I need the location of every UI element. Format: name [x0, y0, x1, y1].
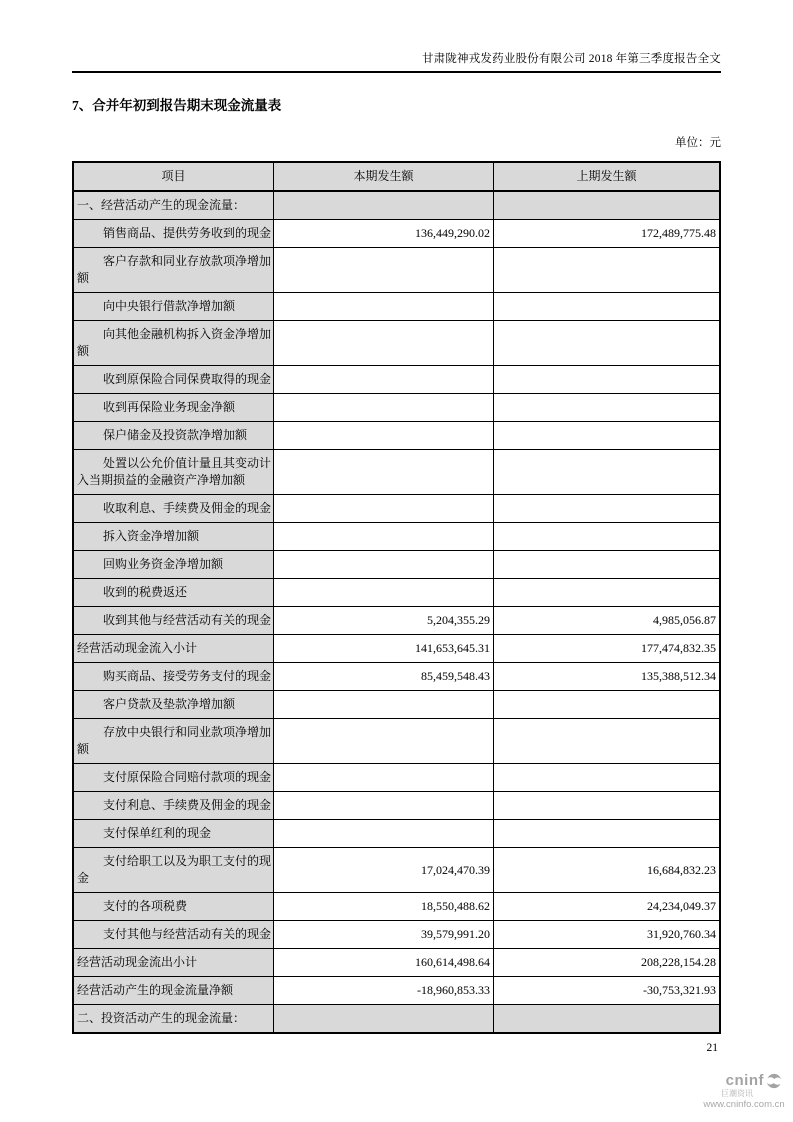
cashflow-table-body [73, 191, 720, 1033]
row-previous-value: 24,234,049.37 [494, 893, 720, 921]
row-previous-value: 172,489,775.48 [494, 220, 720, 248]
table-row [73, 719, 720, 764]
row-label: 二、投资活动产生的现金流量： [73, 1005, 274, 1034]
row-current-value [274, 691, 494, 719]
table-row [73, 191, 720, 220]
row-label: 经营活动产生的现金流量净额 [73, 977, 274, 1005]
row-label: 经营活动现金流出小计 [73, 949, 274, 977]
row-previous-value [494, 551, 720, 579]
row-current-value [274, 719, 494, 764]
row-current-value [274, 551, 494, 579]
row-previous-value: 31,920,760.34 [494, 921, 720, 949]
row-previous-value [494, 764, 720, 792]
row-previous-value [494, 450, 720, 495]
row-label: 向中央银行借款净增加额 [73, 293, 274, 321]
row-current-value [274, 366, 494, 394]
row-current-value [274, 450, 494, 495]
row-previous-value: 135,388,512.34 [494, 663, 720, 691]
row-label: 支付其他与经营活动有关的现金 [73, 921, 274, 949]
row-label: 处置以公允价值计量且其变动计入当期损益的金融资产净增加额 [73, 450, 274, 495]
row-label: 销售商品、提供劳务收到的现金 [73, 220, 274, 248]
row-previous-value [494, 523, 720, 551]
row-current-value: 136,449,290.02 [274, 220, 494, 248]
table-row [73, 663, 720, 691]
cashflow-table [72, 161, 721, 1034]
row-current-value: 18,550,488.62 [274, 893, 494, 921]
row-label: 支付利息、手续费及佣金的现金 [73, 792, 274, 820]
table-row [73, 248, 720, 293]
header-row [73, 162, 720, 191]
row-previous-value [494, 719, 720, 764]
table-row [73, 820, 720, 848]
table-row [73, 949, 720, 977]
row-current-value: 39,579,991.20 [274, 921, 494, 949]
row-label: 经营活动现金流入小计 [73, 635, 274, 663]
row-previous-value [494, 191, 720, 220]
row-label: 保户储金及投资款净增加额 [73, 422, 274, 450]
unit-label: 单位：元 [675, 137, 721, 149]
row-current-value [274, 191, 494, 220]
table-row [73, 321, 720, 366]
row-current-value: 141,653,645.31 [274, 635, 494, 663]
row-previous-value [494, 293, 720, 321]
table-row [73, 848, 720, 893]
table-row [73, 977, 720, 1005]
row-previous-value [494, 248, 720, 293]
cninfo-brand-text: cninf [725, 1072, 764, 1090]
table-row [73, 893, 720, 921]
row-current-value [274, 248, 494, 293]
row-previous-value [494, 792, 720, 820]
row-current-value [274, 495, 494, 523]
column-header-item: 项目 [73, 162, 274, 191]
row-label: 收到其他与经营活动有关的现金 [73, 607, 274, 635]
row-current-value [274, 579, 494, 607]
row-label: 回购业务资金净增加额 [73, 551, 274, 579]
row-current-value: 160,614,498.64 [274, 949, 494, 977]
row-previous-value [494, 422, 720, 450]
row-current-value [274, 293, 494, 321]
table-row [73, 422, 720, 450]
table-row [73, 450, 720, 495]
table-row [73, 691, 720, 719]
cninfo-url: www.cninfo.com.cn [703, 1099, 785, 1111]
row-current-value [274, 1005, 494, 1034]
row-current-value [274, 422, 494, 450]
column-header-current-period: 本期发生额 [274, 162, 494, 191]
row-previous-value: 177,474,832.35 [494, 635, 720, 663]
column-header-prior-period: 上期发生额 [494, 162, 720, 191]
table-row [73, 635, 720, 663]
table-row [73, 607, 720, 635]
table-row [73, 495, 720, 523]
page-number: 21 [706, 1042, 718, 1054]
table-row [73, 1005, 720, 1034]
row-previous-value [494, 394, 720, 422]
row-current-value: 5,204,355.29 [274, 607, 494, 635]
table-row [73, 921, 720, 949]
table-row [73, 764, 720, 792]
row-label: 支付原保险合同赔付款项的现金 [73, 764, 274, 792]
row-previous-value: 208,228,154.28 [494, 949, 720, 977]
row-label: 支付给职工以及为职工支付的现金 [73, 848, 274, 893]
row-label: 支付保单红利的现金 [73, 820, 274, 848]
row-label: 一、经营活动产生的现金流量： [73, 191, 274, 220]
cninfo-chinese-name: 巨潮资讯 [721, 1089, 753, 1098]
watermark-brand-row [699, 1072, 789, 1090]
table-row [73, 394, 720, 422]
row-label: 支付的各项税费 [73, 893, 274, 921]
row-previous-value [494, 495, 720, 523]
table-row [73, 366, 720, 394]
table-row [73, 523, 720, 551]
row-previous-value: 16,684,832.23 [494, 848, 720, 893]
row-previous-value: -30,753,321.93 [494, 977, 720, 1005]
row-label: 向其他金融机构拆入资金净增加额 [73, 321, 274, 366]
row-label: 收到的税费返还 [73, 579, 274, 607]
row-label: 客户贷款及垫款净增加额 [73, 691, 274, 719]
row-current-value: -18,960,853.33 [274, 977, 494, 1005]
page-title: 7、合并年初到报告期末现金流量表 [72, 98, 282, 113]
table-row [73, 220, 720, 248]
table-row [73, 551, 720, 579]
cashflow-table-header [73, 162, 720, 191]
row-current-value: 17,024,470.39 [274, 848, 494, 893]
cninfo-watermark [699, 1072, 789, 1110]
row-current-value [274, 764, 494, 792]
row-label: 客户存款和同业存放款项净增加额 [73, 248, 274, 293]
row-current-value [274, 792, 494, 820]
row-label: 收到再保险业务现金净额 [73, 394, 274, 422]
row-previous-value: 4,985,056.87 [494, 607, 720, 635]
cninfo-swirl-icon [765, 1072, 783, 1090]
row-current-value [274, 394, 494, 422]
row-label: 存放中央银行和同业款项净增加额 [73, 719, 274, 764]
row-label: 收取利息、手续费及佣金的现金 [73, 495, 274, 523]
row-current-value [274, 523, 494, 551]
row-previous-value [494, 579, 720, 607]
table-row [73, 579, 720, 607]
row-previous-value [494, 366, 720, 394]
row-current-value: 85,459,548.43 [274, 663, 494, 691]
row-previous-value [494, 691, 720, 719]
row-previous-value [494, 1005, 720, 1034]
table-row [73, 293, 720, 321]
row-label: 收到原保险合同保费取得的现金 [73, 366, 274, 394]
row-label: 购买商品、接受劳务支付的现金 [73, 663, 274, 691]
row-current-value [274, 321, 494, 366]
row-previous-value [494, 321, 720, 366]
table-row [73, 792, 720, 820]
document-header: 甘肃陇神戎发药业股份有限公司 2018 年第三季度报告全文 [72, 50, 721, 73]
row-label: 拆入资金净增加额 [73, 523, 274, 551]
row-previous-value [494, 820, 720, 848]
row-current-value [274, 820, 494, 848]
